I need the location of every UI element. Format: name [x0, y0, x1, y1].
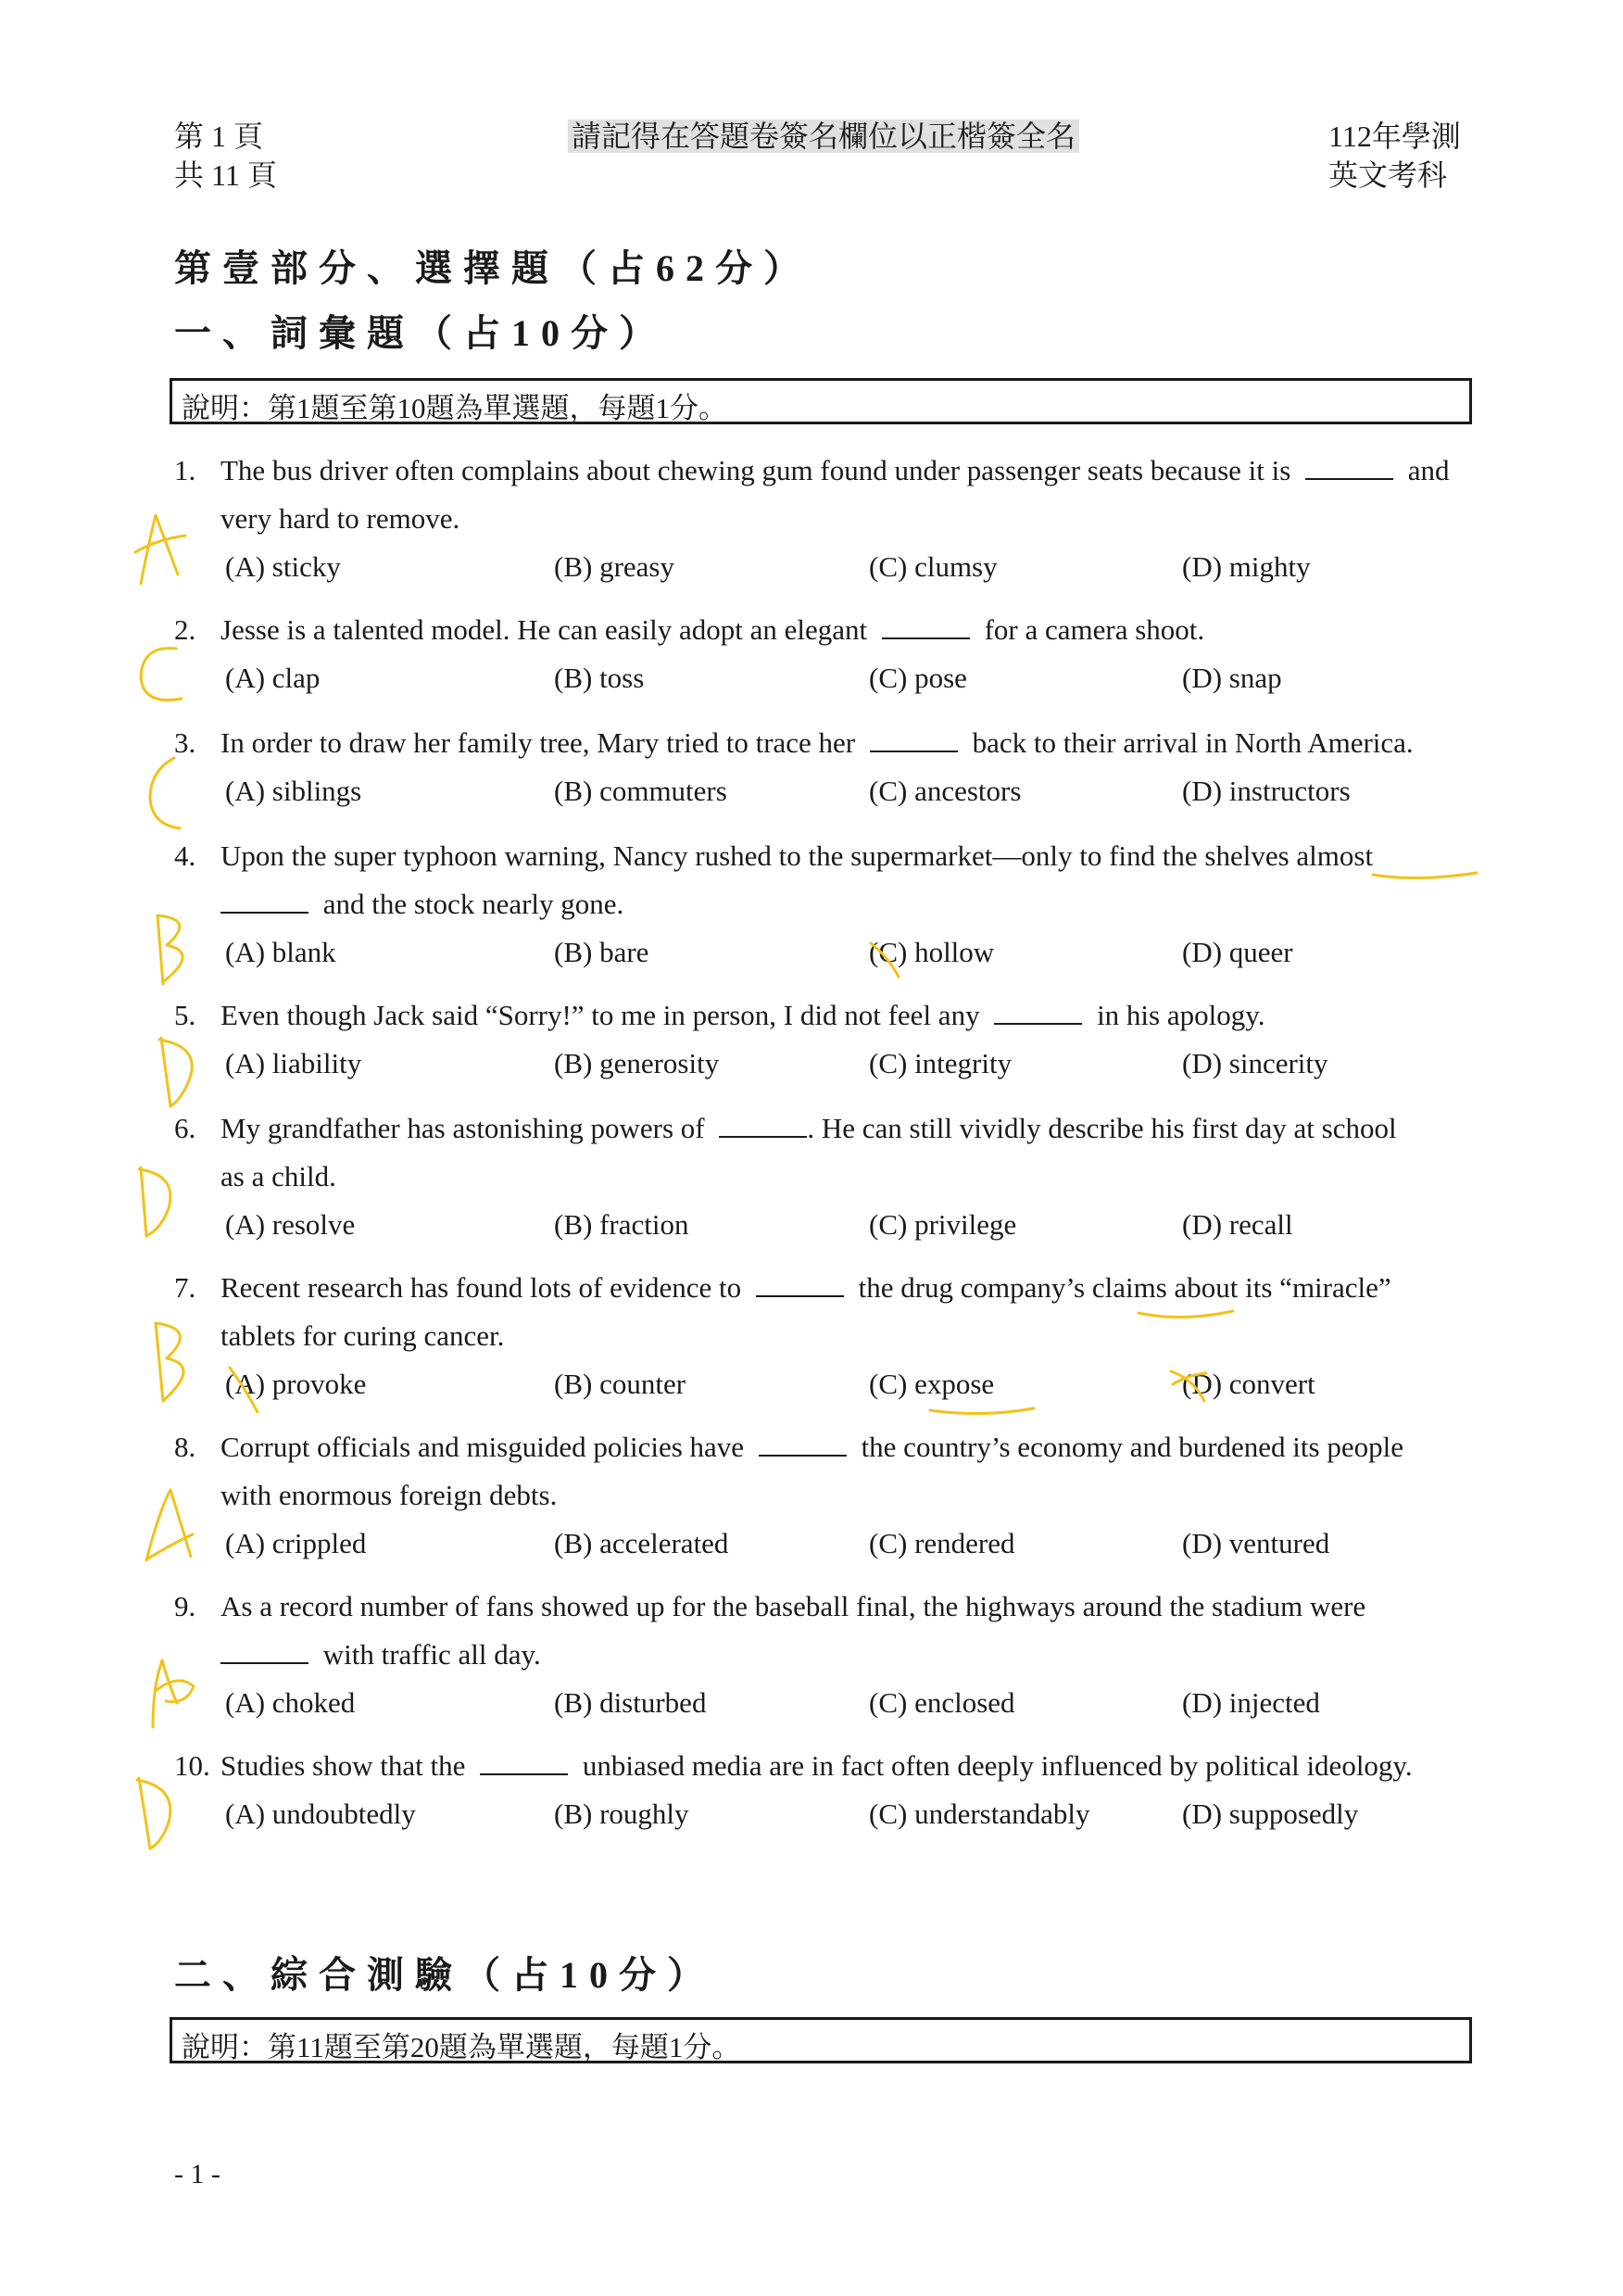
part-title: 第壹部分、選擇題（占62分） [174, 247, 812, 289]
underline-expose [926, 1399, 1038, 1421]
option-b[interactable]: (B) commuters [554, 775, 727, 807]
question-number: 10. [174, 1749, 210, 1782]
option-c[interactable]: (C) expose [869, 1368, 995, 1400]
handwritten-answer-q2 [130, 639, 195, 713]
stem-text: back to their arrival in North America. [964, 726, 1414, 759]
handwritten-answer-q8 [139, 1482, 204, 1566]
option-d[interactable]: (D) ventured [1182, 1527, 1330, 1559]
question-4-stem-line-2 [220, 888, 623, 921]
question-8-stem-line-1 [174, 1431, 1403, 1464]
option-a[interactable]: (A) blank [225, 936, 336, 968]
question-number: 7. [174, 1271, 196, 1304]
stem-text: Jesse is a talented model. He can easily adopt an elegant [220, 613, 874, 646]
question-10-stem [174, 1749, 1413, 1783]
exam-name: 112年學測 [1328, 120, 1461, 153]
stem-text: In order to draw her family tree, Mary tried to trace her [220, 726, 862, 759]
handwritten-answer-q5 [150, 1028, 206, 1112]
option-b[interactable]: (B) toss [554, 662, 645, 694]
stem-text: and the stock nearly gone. [316, 888, 624, 920]
handwritten-answer-q10 [130, 1765, 185, 1858]
option-b[interactable]: (B) fraction [554, 1208, 689, 1241]
answer-blank [220, 889, 308, 914]
option-c[interactable]: (C) enclosed [869, 1686, 1015, 1719]
question-number: 5. [174, 999, 196, 1031]
stem-text: unbiased media are in fact often deeply influenced by political ideology. [575, 1749, 1413, 1782]
option-d[interactable]: (D) recall [1182, 1208, 1293, 1241]
option-c[interactable]: (C) pose [869, 662, 967, 694]
option-d[interactable]: (D) mighty [1182, 550, 1311, 583]
question-9-stem-line-1 [174, 1590, 1365, 1623]
stem-text: Corrupt officials and misguided policies have [220, 1431, 751, 1463]
page-number: 第 1 頁 [174, 120, 264, 153]
section-1-instructions-text: 說明：第1題至第10題為單選題，每題1分。 [182, 392, 727, 424]
option-a[interactable]: (A) siblings [225, 775, 362, 807]
handwritten-answer-q4 [148, 908, 204, 991]
option-c[interactable]: (C) integrity [869, 1047, 1013, 1079]
signature-notice-text: 請記得在答題卷簽名欄位以正楷簽全名 [568, 120, 1079, 153]
question-number: 3. [174, 726, 196, 759]
underline-claims [1135, 1300, 1237, 1324]
question-8-stem-line-2: with enormous foreign debts. [220, 1479, 558, 1511]
question-number: 6. [174, 1112, 196, 1144]
section-2-instructions-text: 說明：第11題至第20題為單選題，每題1分。 [182, 2031, 741, 2063]
question-5-stem [174, 999, 1264, 1032]
stem-text: and [1401, 454, 1450, 486]
stem-text: in his apology. [1089, 999, 1265, 1031]
stem-text: . He can still vividly describe his first day at school [807, 1112, 1397, 1144]
stem-text: the drug company’s claims about its “miracle” [850, 1271, 1391, 1304]
handwritten-answer-q7 [148, 1316, 204, 1408]
question-number: 4. [174, 839, 196, 872]
page-footer: - 1 - [174, 2159, 220, 2189]
option-c[interactable]: (C) ancestors [869, 775, 1022, 807]
stem-text: for a camera shoot. [976, 613, 1205, 646]
question-6-stem-line-1 [174, 1112, 1397, 1145]
answer-blank [719, 1114, 807, 1138]
option-d[interactable]: (D) sincerity [1182, 1047, 1328, 1079]
handwritten-answer-q3 [139, 752, 195, 836]
question-number: 2. [174, 613, 196, 646]
option-b[interactable]: (B) greasy [554, 550, 674, 583]
underline-almost [1369, 862, 1480, 886]
subject-name: 英文考科 [1328, 158, 1448, 192]
answer-blank [759, 1432, 847, 1457]
signature-notice [568, 117, 1079, 156]
question-1-stem-line-2: very hard to remove. [220, 502, 460, 535]
option-a[interactable]: (A) clap [225, 662, 321, 694]
option-c[interactable]: (C) privilege [869, 1208, 1017, 1241]
question-3-stem [174, 726, 1414, 760]
stem-text: Even though Jack said “Sorry!” to me in person, I did not feel any [220, 999, 988, 1031]
answer-blank [220, 1640, 308, 1664]
cross-mark-q7-option-a [222, 1362, 269, 1418]
stem-text: Studies show that the [220, 1749, 473, 1782]
option-b[interactable]: (B) counter [554, 1368, 686, 1400]
option-b[interactable]: (B) bare [554, 936, 649, 968]
section-1-title: 一、詞彙題（占10分） [174, 312, 667, 354]
option-a[interactable]: (A) liability [225, 1047, 362, 1079]
section-2-title: 二、綜合測驗（占10分） [174, 1954, 715, 1996]
question-7-stem-line-2: tablets for curing cancer. [220, 1319, 505, 1352]
option-d[interactable]: (D) queer [1182, 936, 1293, 968]
handwritten-answer-q9 [144, 1649, 208, 1733]
option-d[interactable]: (D) instructors [1182, 775, 1351, 807]
option-c[interactable]: (C) rendered [869, 1527, 1015, 1559]
answer-blank [870, 728, 958, 752]
option-d[interactable]: (D) snap [1182, 662, 1282, 694]
option-a[interactable]: (A) provoke [225, 1368, 367, 1400]
option-d[interactable]: (D) injected [1182, 1686, 1320, 1719]
option-a[interactable]: (A) sticky [225, 550, 341, 583]
stem-text: As a record number of fans showed up for the baseball final, the highways around the stadium were [220, 1590, 1366, 1622]
option-b[interactable]: (B) disturbed [554, 1686, 707, 1719]
question-9-stem-line-2 [220, 1638, 541, 1672]
option-a[interactable]: (A) undoubtedly [225, 1798, 416, 1830]
option-c[interactable]: (C) clumsy [869, 550, 998, 583]
cross-mark-q7-option-d [1165, 1362, 1221, 1408]
option-a[interactable]: (A) choked [225, 1686, 356, 1719]
option-a[interactable]: (A) crippled [225, 1527, 367, 1559]
question-number: 8. [174, 1431, 196, 1463]
stem-text: the country’s economy and burdened its people [853, 1431, 1403, 1463]
answer-blank [1305, 456, 1393, 480]
answer-blank [994, 1001, 1082, 1025]
question-number: 1. [174, 454, 196, 486]
question-1-stem-line-1 [174, 454, 1450, 487]
stem-text: Recent research has found lots of evidence to [220, 1271, 749, 1304]
answer-blank [480, 1751, 568, 1775]
answer-blank [882, 615, 970, 639]
section-2-instructions [170, 2017, 1472, 2063]
option-d[interactable]: (D) supposedly [1182, 1798, 1359, 1830]
handwritten-answer-q6 [130, 1158, 185, 1242]
page-total: 共 11 頁 [174, 158, 277, 192]
question-4-stem-line-1 [174, 839, 1373, 873]
option-d[interactable]: (D) convert [1182, 1368, 1315, 1400]
stem-text: The bus driver often complains about chewing gum found under passenger seats because it is [220, 454, 1299, 486]
section-1-instructions [170, 378, 1472, 424]
question-number: 9. [174, 1590, 196, 1622]
stem-text: Upon the super typhoon warning, Nancy rushed to the supermarket—only to find the shelves almost [220, 839, 1374, 872]
option-c[interactable]: (C) understandably [869, 1798, 1090, 1830]
stem-text: with traffic all day. [316, 1638, 541, 1671]
question-2-stem [174, 613, 1204, 647]
cross-mark-q4-option-c [862, 936, 908, 982]
option-b[interactable]: (B) accelerated [554, 1527, 729, 1559]
answer-blank [756, 1273, 844, 1297]
question-6-stem-line-2: as a child. [220, 1160, 336, 1192]
option-b[interactable]: (B) roughly [554, 1798, 689, 1830]
option-a[interactable]: (A) resolve [225, 1208, 356, 1241]
handwritten-answer-q1 [130, 508, 195, 591]
stem-text: My grandfather has astonishing powers of [220, 1112, 712, 1144]
option-c[interactable]: (C) hollow [869, 936, 995, 968]
option-b[interactable]: (B) generosity [554, 1047, 720, 1079]
